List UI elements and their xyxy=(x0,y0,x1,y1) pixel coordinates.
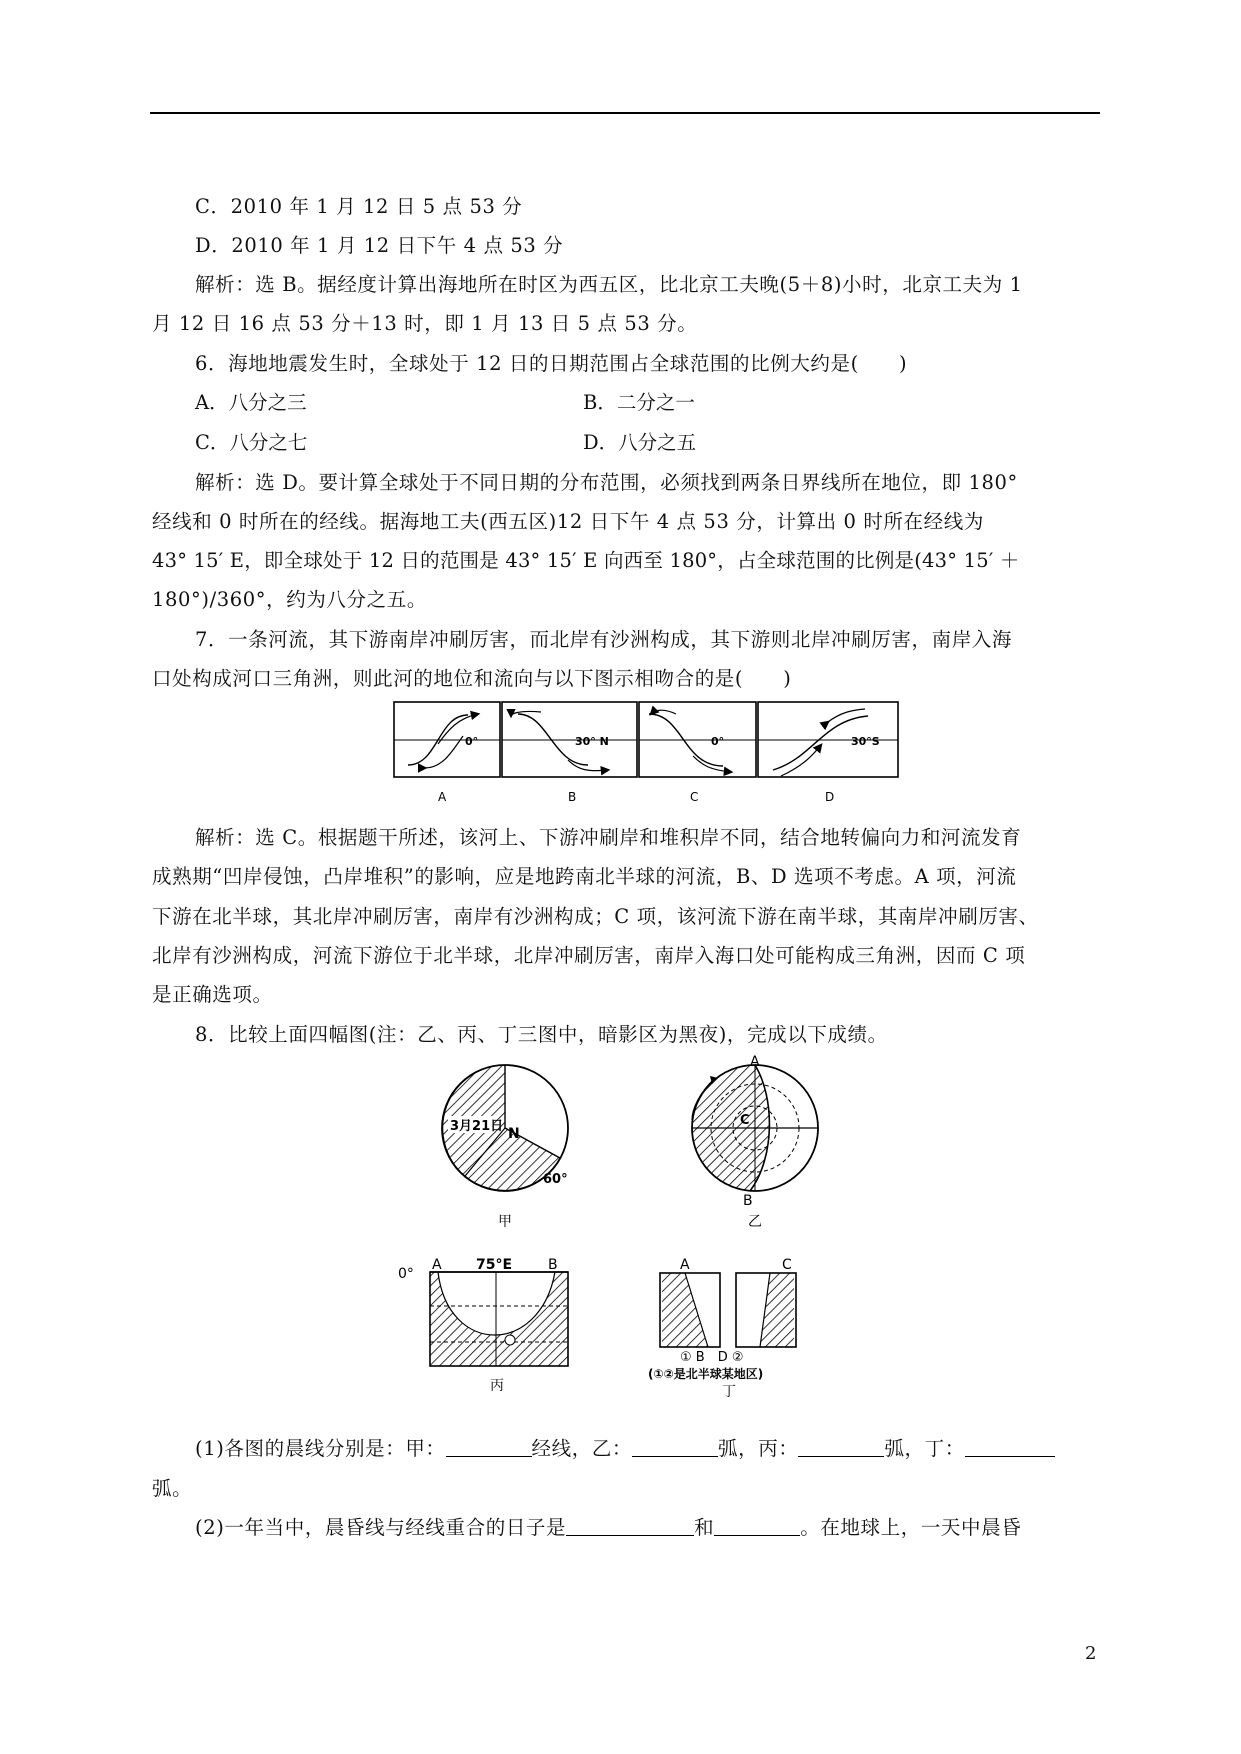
analysis-q6-line2: 经线和 0 时所在的经线。据海地工夫(西五区)12 日下午 4 点 53 分，计算出 0 时所在经线为 xyxy=(152,510,984,533)
analysis-q7-line5: 是正确选项。 xyxy=(152,983,273,1006)
q8-1-blank-yi[interactable] xyxy=(632,1438,718,1457)
river-c-label: C xyxy=(690,790,699,804)
jia-pole-label: N xyxy=(508,1126,520,1142)
analysis-q7-line2: 成熟期“凹岸侵蚀，凸岸堆积”的影响，应是地跨南北半球的河流，B、D 选项不考虑。A 项，河流 xyxy=(152,865,1017,888)
river-a-lat-label: 0° xyxy=(465,735,479,748)
question-8-part1 xyxy=(195,1433,1055,1461)
header-rule xyxy=(150,112,1100,114)
question-8: 8．比较上面四幅图(注：乙、丙、丁三图中，暗影区为黑夜)，完成以下成绩。 xyxy=(195,1023,888,1046)
q8-2-prefix: (2)一年当中，晨昏线与经线重合的日子是 xyxy=(195,1516,567,1539)
analysis-q5-line1: 解析：选 B。据经度计算出海地所在时区为西五区，比北京工夫晚(5＋8)小时，北京工夫为 1 xyxy=(195,273,1023,296)
jia-caption: 甲 xyxy=(498,1214,512,1230)
analysis-q6-line4: 180°)/360°，约为八分之五。 xyxy=(152,588,427,611)
river-panel-c xyxy=(639,702,756,804)
analysis-q6-line3: 43° 15′ E，即全球处于 12 日的范围是 43° 15′ E 向西至 180°，占全球范围的比例是(43° 15′ ＋ xyxy=(152,549,1020,572)
option-c-q5: C．2010 年 1 月 12 日 5 点 53 分 xyxy=(195,195,523,218)
q8-2-mid: 和 xyxy=(694,1516,715,1539)
bing-equator-label: 0° xyxy=(398,1266,414,1282)
analysis-q7-line4: 北岸有沙洲构成，河流下游位于北半球，北岸冲刷厉害，南岸入海口处可能构成三角洲，因而 C 项 xyxy=(152,944,1026,967)
diagram-yi xyxy=(689,1054,818,1230)
river-b-label: B xyxy=(568,790,577,804)
ding-right-top-label: C xyxy=(782,1257,792,1273)
daynight-figure xyxy=(398,1054,850,1400)
river-b-lat-label: 30° N xyxy=(575,735,609,748)
ding-bottom-labels: ① B D ② xyxy=(680,1350,744,1365)
analysis-q7-line3: 下游在北半球，其北岸冲刷厉害，南岸有沙洲构成；C 项，该河流下游在南半球，其南岸冲刷厉害、 xyxy=(152,905,1039,928)
jia-angle-label: 60° xyxy=(543,1172,568,1187)
river-d-lat-label: 30°S xyxy=(851,735,880,748)
river-c-lat-label: 0° xyxy=(711,735,725,748)
river-panel-d xyxy=(758,702,898,804)
q8-1-prefix: (1)各图的晨线分别是：甲： xyxy=(195,1437,446,1460)
page-number: 2 xyxy=(1085,1643,1097,1664)
q6-option-a: A．八分之三 xyxy=(195,391,307,414)
bing-left-label: A xyxy=(432,1257,442,1273)
analysis-q6-line1: 解析：选 D。要计算全球处于不同日期的分布范围，必须找到两条日界线所在地位，即 180° xyxy=(195,471,1018,494)
q8-1-seg2: 弧，丙： xyxy=(718,1437,799,1460)
bing-caption: 丙 xyxy=(490,1378,504,1394)
q8-2-blank-2[interactable] xyxy=(714,1517,800,1536)
q6-option-b: B．二分之一 xyxy=(583,391,695,414)
q8-2-blank-1[interactable] xyxy=(566,1517,694,1536)
river-panel-a xyxy=(394,702,500,804)
q6-option-d: D．八分之五 xyxy=(583,431,697,454)
river-diagram-figure xyxy=(393,700,899,810)
diagram-bing xyxy=(398,1257,568,1394)
q6-option-c: C．八分之七 xyxy=(195,431,308,454)
q8-1-blank-ding[interactable] xyxy=(965,1438,1055,1457)
ding-caption: 丁 xyxy=(722,1384,736,1400)
ding-note: (①②是北半球某地区) xyxy=(648,1367,764,1381)
diagram-jia xyxy=(442,1065,568,1230)
ding-left-top-label: A xyxy=(680,1257,690,1273)
river-d-label: D xyxy=(825,790,835,804)
question-8-part2 xyxy=(195,1512,1021,1540)
q8-1-seg1: 经线，乙： xyxy=(531,1437,633,1460)
question-6: 6．海地地震发生时，全球处于 12 日的日期范围占全球范围的比例大约是( ) xyxy=(195,352,908,375)
yi-caption: 乙 xyxy=(748,1214,762,1230)
q8-1-blank-bing[interactable] xyxy=(798,1438,884,1457)
river-panel-b xyxy=(502,702,637,804)
yi-top-label: A xyxy=(750,1054,760,1070)
option-d-q5: D．2010 年 1 月 12 日下午 4 点 53 分 xyxy=(195,234,564,257)
bing-meridian-label: 75°E xyxy=(476,1257,513,1273)
q8-2-suffix: 。在地球上，一天中晨昏 xyxy=(800,1516,1022,1539)
diagram-ding xyxy=(648,1257,796,1400)
question-7-line2: 口处构成河口三角洲，则此河的地位和流向与以下图示相吻合的是( ) xyxy=(152,667,792,690)
yi-bottom-label: B xyxy=(743,1193,753,1209)
q8-1-seg3: 弧，丁： xyxy=(884,1437,965,1460)
analysis-q7-line1: 解析：选 C。根据题干所述，该河上、下游冲刷岸和堆积岸不同，结合地转偏向力和河流发育 xyxy=(195,826,1022,849)
q8-1-blank-jia[interactable] xyxy=(446,1438,532,1457)
analysis-q5-line2: 月 12 日 16 点 53 分＋13 时，即 1 月 13 日 5 点 53 分。 xyxy=(152,312,698,335)
question-8-part1-cont: 弧。 xyxy=(152,1477,193,1500)
river-a-label: A xyxy=(438,790,447,804)
bing-right-label: B xyxy=(548,1257,558,1273)
jia-date-label: 3月21日 xyxy=(450,1119,504,1134)
question-7-line1: 7．一条河流，其下游南岸冲刷厉害，而北岸有沙洲构成，其下游则北岸冲刷厉害，南岸入海 xyxy=(195,628,1013,651)
yi-center-label: C xyxy=(740,1113,750,1128)
